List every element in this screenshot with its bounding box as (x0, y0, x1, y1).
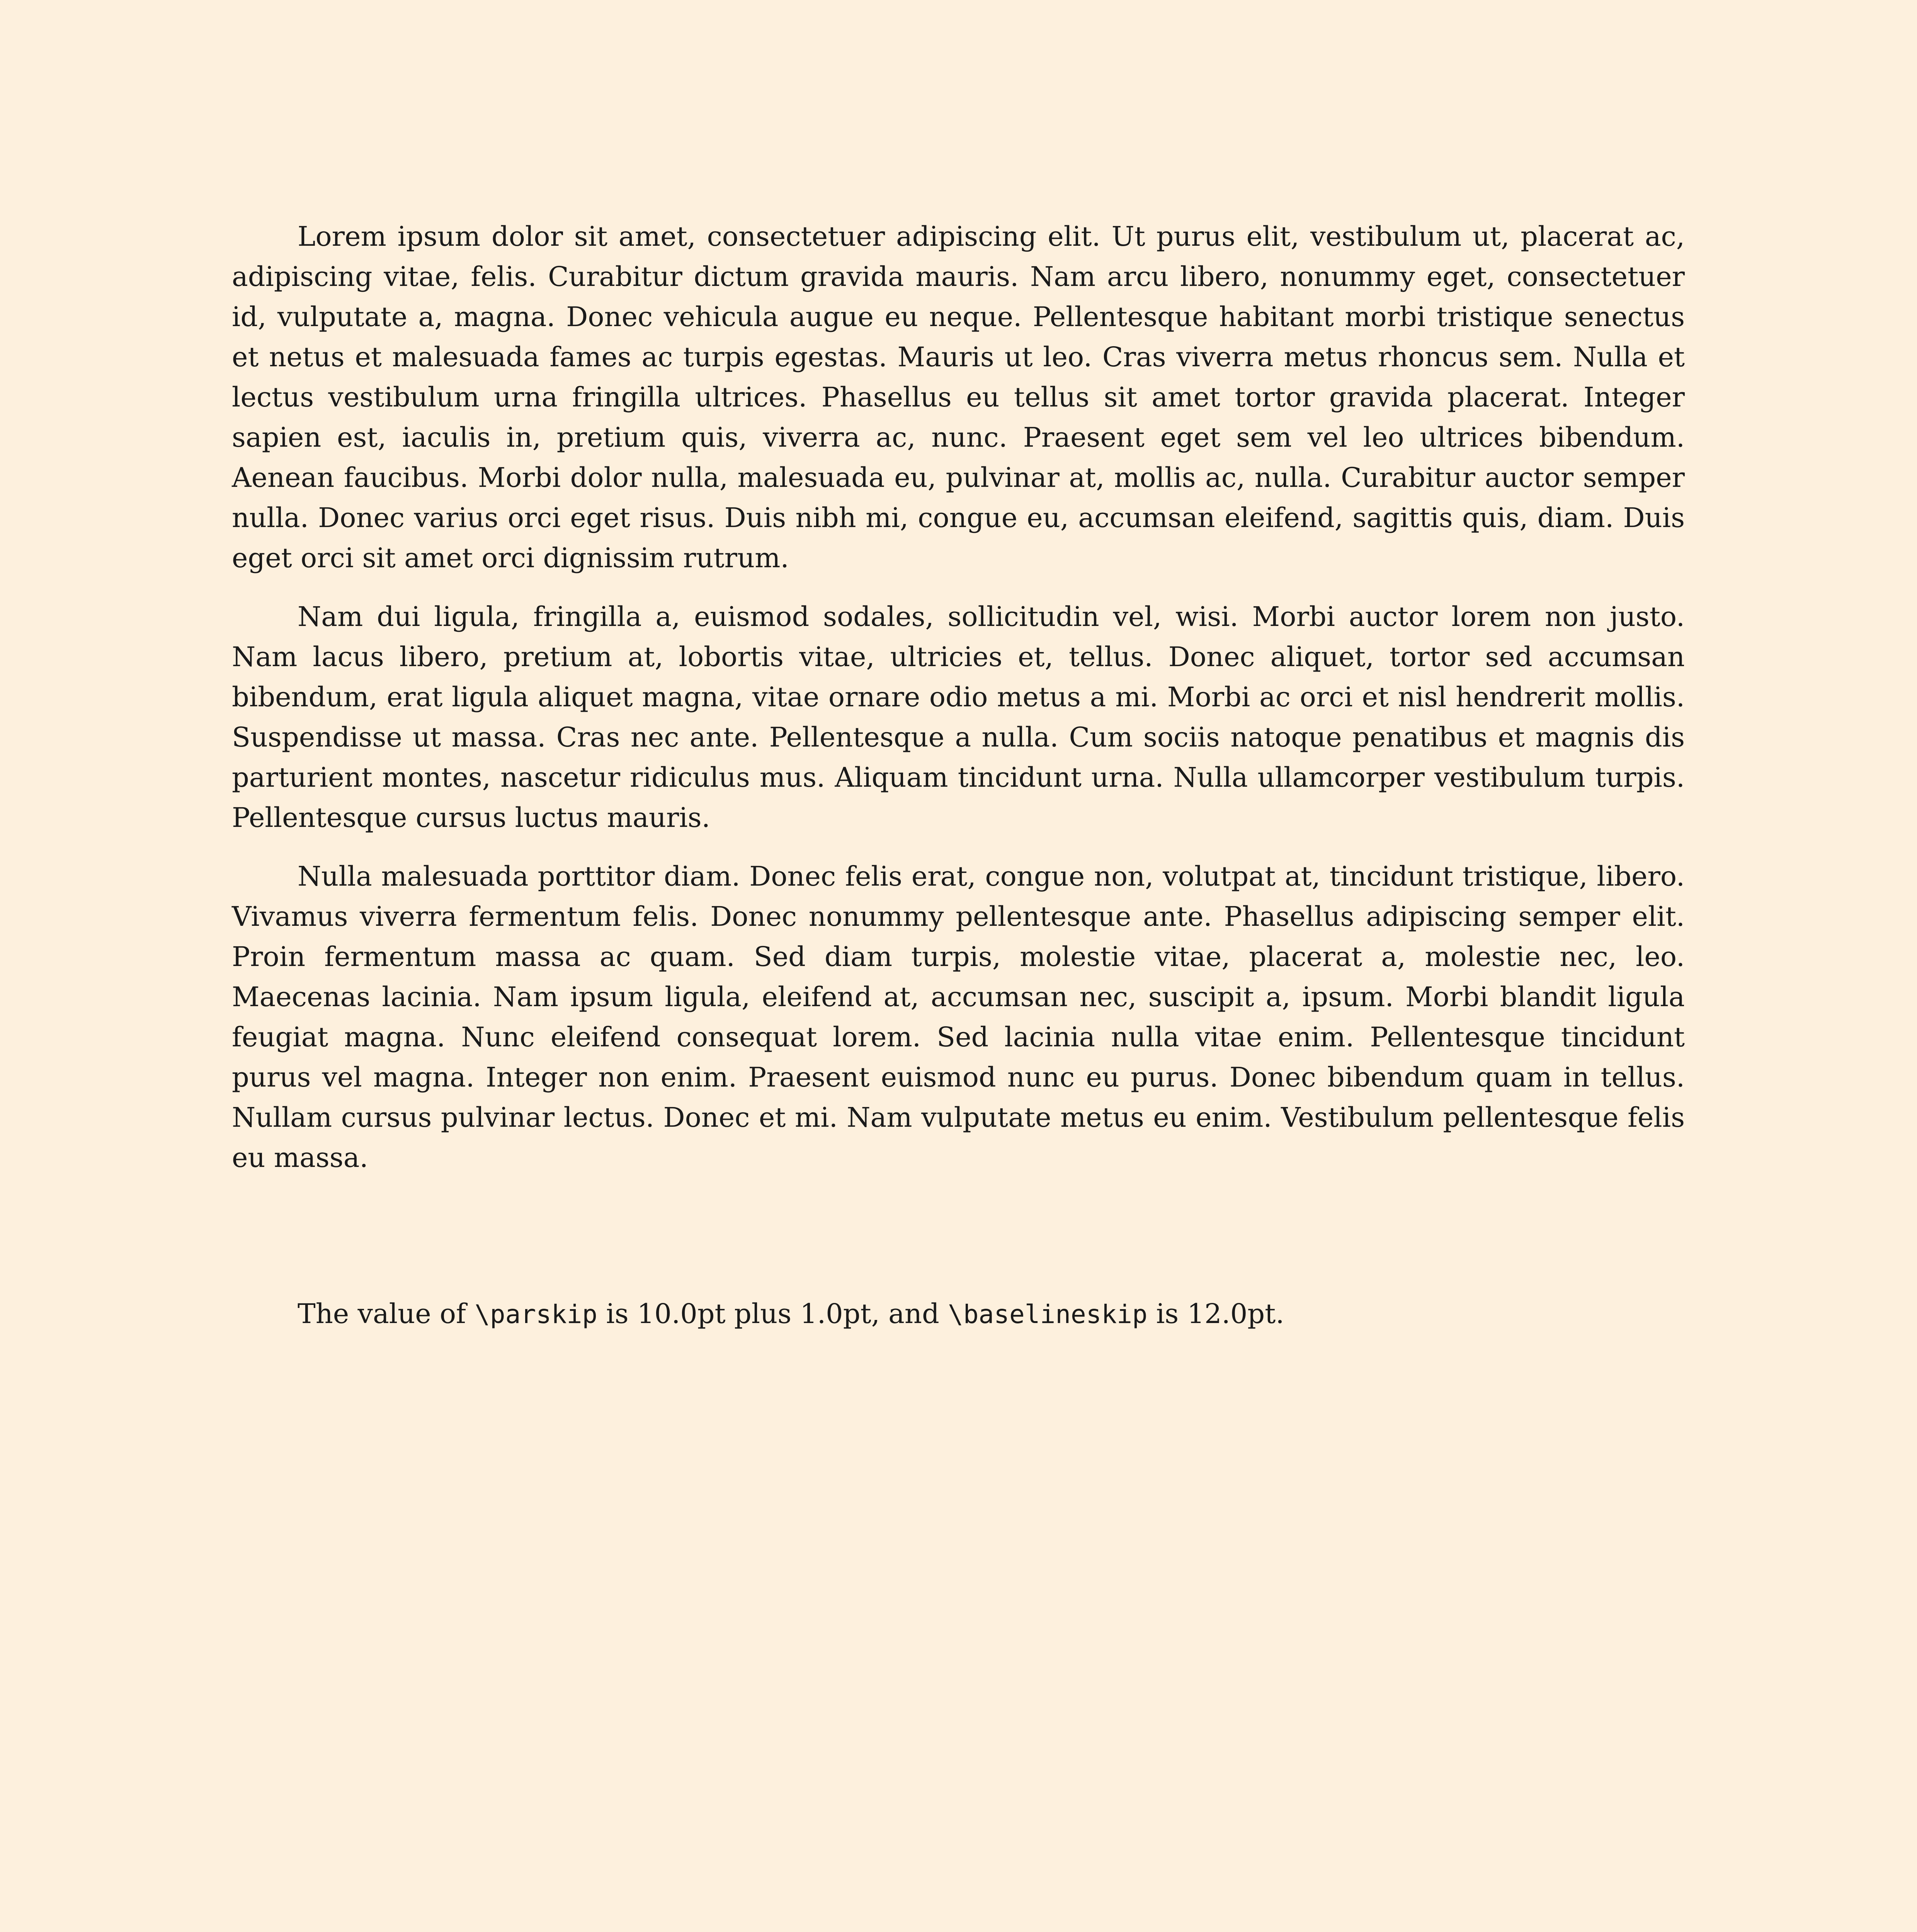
body-paragraph-2: Nam dui ligula, fringilla a, euismod sodales, sollicitudin vel, wisi. Morbi auctor lorem non justo. Nam lacus libero, pretium at, lobortis vitae, ultricies et, tellus. Donec aliquet, tortor sed accumsan bibendum, erat ligula aliquet magna, vitae ornare odio metus a mi. Morbi ac orci et nisl hendrerit mollis. Suspendisse ut massa. Cras nec ante. Pellentesque a nulla. Cum sociis natoque penatibus et magnis dis parturient montes, nascetur ridiculus mus. Aliquam tincidunt urna. Nulla ullamcorper vestibulum turpis. Pellentesque cursus luctus mauris. (232, 601, 1685, 833)
parskip-command: \parskip (475, 1299, 598, 1329)
body-paragraph-3: Nulla malesuada porttitor diam. Donec felis erat, congue non, volutpat at, tincidunt tristique, libero. Vivamus viverra fermentum felis. Donec nonummy pellentesque ante. Phasellus adipiscing semper elit. Proin fermentum massa ac quam. Sed diam turpis, molestie vitae, placerat a, molestie nec, leo. Maecenas lacinia. Nam ipsum ligula, eleifend at, accumsan nec, suscipit a, ipsum. Morbi blandit ligula feugiat magna. Nunc eleifend consequat lorem. Sed lacinia nulla vitae enim. Pellentesque tincidunt purus vel magna. Integer non enim. Praesent euismod nunc eu purus. Donec bibendum quam in tellus. Nullam cursus pulvinar lectus. Donec et mi. Nam vulputate metus eu enim. Vestibulum pellentesque felis eu massa. (232, 861, 1685, 1173)
note-suffix: is 12.0pt. (1147, 1298, 1284, 1330)
note-prefix: The value of (298, 1298, 475, 1330)
baselineskip-command: \baselineskip (948, 1299, 1148, 1329)
parskip-note (232, 1294, 1685, 1335)
body-paragraph-1: Lorem ipsum dolor sit amet, consectetuer adipiscing elit. Ut purus elit, vestibulum ut, placerat ac, adipiscing vitae, felis. Curabitur dictum gravida mauris. Nam arcu libero, nonummy eget, consectetuer id, vulputate a, magna. Donec vehicula augue eu neque. Pellentesque habitant morbi tristique senectus et netus et malesuada fames ac turpis egestas. Mauris ut leo. Cras viverra metus rhoncus sem. Nulla et lectus vestibulum urna fringilla ultrices. Phasellus eu tellus sit amet tortor gravida placerat. Integer sapien est, iaculis in, pretium quis, viverra ac, nunc. Praesent eget sem vel leo ultrices bibendum. Aenean faucibus. Morbi dolor nulla, malesuada eu, pulvinar at, mollis ac, nulla. Curabitur auctor semper nulla. Donec varius orci eget risus. Duis nibh mi, congue eu, accumsan eleifend, sagittis quis, diam. Duis eget orci sit amet orci dignissim rutrum. (232, 221, 1685, 574)
note-middle: is 10.0pt plus 1.0pt, and (597, 1298, 948, 1330)
document-page (232, 216, 1685, 1353)
